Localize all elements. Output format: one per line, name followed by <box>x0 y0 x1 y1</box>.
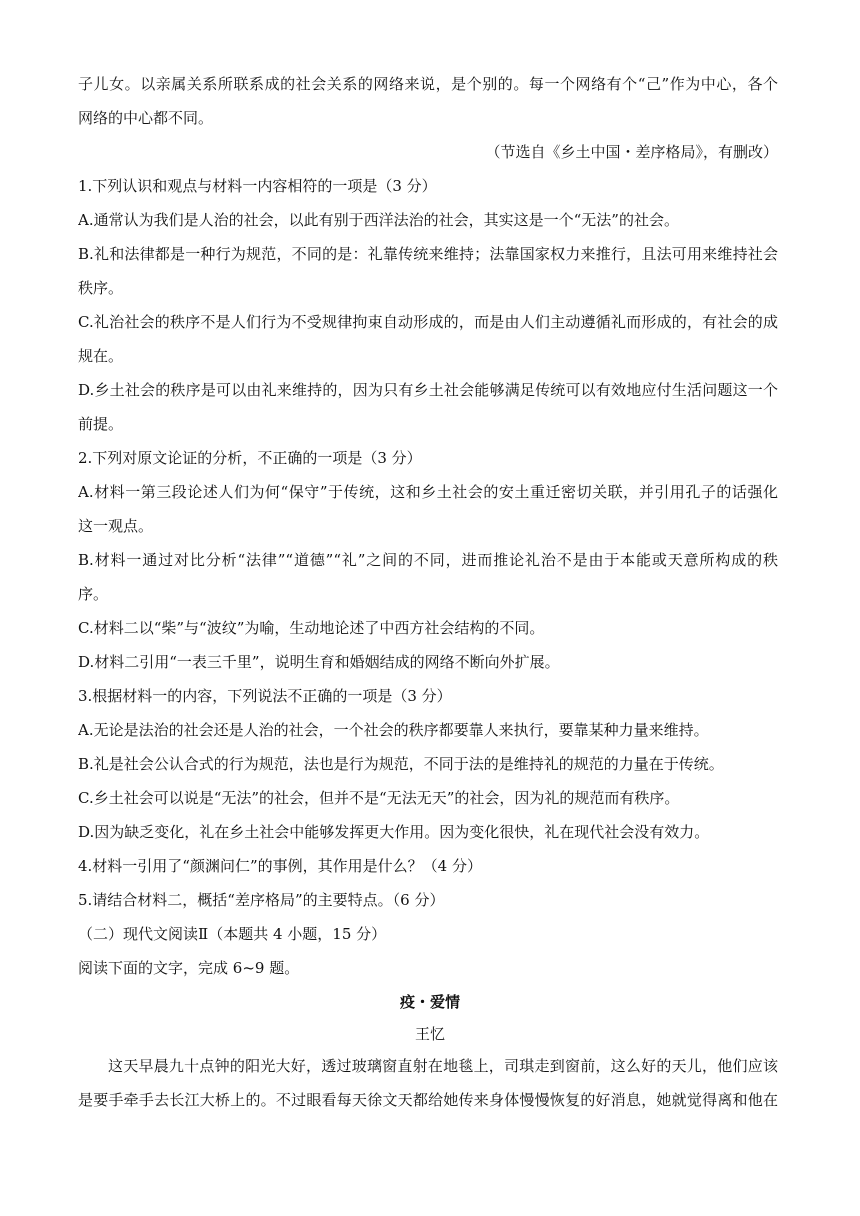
instruction: 阅读下面的文字，完成 6~9 题。 <box>78 959 300 977</box>
question-5: 5.请结合材料二，概括“差序格局”的主要特点。（6 分） <box>78 891 445 909</box>
option-2c: C.材料二以“柴”与“波纹”为喻，生动地论述了中西方社会结构的不同。 <box>78 619 545 637</box>
option-1b: B.礼和法律都是一种行为规范，不同的是：礼靠传统来维持；法靠国家权力来推行，且法可用来维持社会 <box>78 245 778 263</box>
story-title: 疫・爱情 <box>399 993 460 1011</box>
paragraph-line: 网络的中心都不同。 <box>78 109 214 127</box>
option-1c: C.礼治社会的秩序不是人们行为不受规律拘束自动形成的，而是由人们主动遵循礼而形成的，有社会的成 <box>78 313 778 331</box>
story-paragraph-line: 这天早晨九十点钟的阳光大好，透过玻璃窗直射在地毯上，司琪走到窗前，这么好的天儿，他们应该 <box>108 1057 778 1075</box>
option-2a-cont: 这一观点。 <box>78 517 154 535</box>
option-1d: D.乡土社会的秩序是可以由礼来维持的，因为只有乡土社会能够满足传统可以有效地应付生活问题这一个 <box>78 381 778 399</box>
story-paragraph-line: 是要手牵手去长江大桥上的。不过眼看每天徐文天都给她传来身体慢慢恢复的好消息，她就觉得离和他在 <box>78 1091 778 1109</box>
option-3b: B.礼是社会公认合式的行为规范，法也是行为规范，不同于法的是维持礼的规范的力量在于传统。 <box>78 755 724 773</box>
section-heading: （二）现代文阅读Ⅱ（本题共 4 小题，15 分） <box>78 925 387 943</box>
story-author: 王忆 <box>414 1025 445 1043</box>
option-1b-cont: 秩序。 <box>78 279 124 297</box>
paragraph-line: 子儿女。以亲属关系所联系成的社会关系的网络来说，是个别的。每一个网络有个“己”作为中心，各个 <box>78 75 778 93</box>
question-2: 2.下列对原文论证的分析，不正确的一项是（3 分） <box>78 449 422 467</box>
option-1d-cont: 前提。 <box>78 415 124 433</box>
option-1a: A.通常认为我们是人治的社会，以此有别于西洋法治的社会，其实这是一个“无法”的社会。 <box>78 211 679 229</box>
option-2a: A.材料一第三段论述人们为何“保守”于传统，这和乡土社会的安土重迁密切关联，并引用孔子的话强化 <box>78 483 778 501</box>
source-citation: （节选自《乡土中国・差序格局》，有删改） <box>485 143 778 161</box>
option-2d: D.材料二引用“一表三千里”，说明生育和婚姻结成的网络不断向外扩展。 <box>78 653 560 671</box>
question-1: 1.下列认识和观点与材料一内容相符的一项是（3 分） <box>78 177 437 195</box>
option-2b-cont: 序。 <box>78 585 109 603</box>
option-1c-cont: 规在。 <box>78 347 124 365</box>
question-3: 3.根据材料一的内容，下列说法不正确的一项是（3 分） <box>78 687 452 705</box>
option-3c: C.乡土社会可以说是“无法”的社会，但并不是“无法无天”的社会，因为礼的规范而有秩序。 <box>78 789 680 807</box>
option-2b: B.材料一通过对比分析“法律”“道德”“礼”之间的不同，进而推论礼治不是由于本能或天意所构成的秩 <box>78 551 778 569</box>
question-4: 4.材料一引用了“颜渊问仁”的事例，其作用是什么？（4 分） <box>78 857 482 875</box>
option-3d: D.因为缺乏变化，礼在乡土社会中能够发挥更大作用。因为变化很快，礼在现代社会没有效力。 <box>78 823 710 841</box>
option-3a: A.无论是法治的社会还是人治的社会，一个社会的秩序都要靠人来执行，要靠某种力量来维持。 <box>78 721 709 739</box>
